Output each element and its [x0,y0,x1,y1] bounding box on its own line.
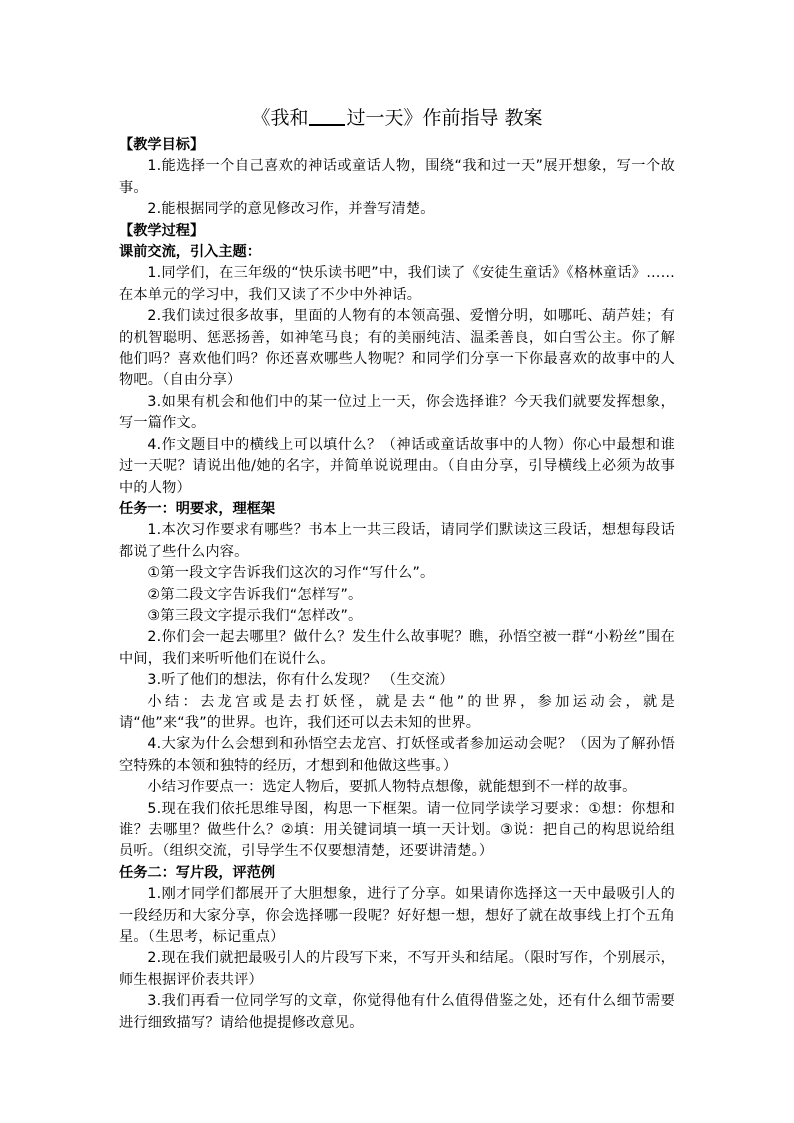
document-page [119,104,675,1034]
task1-summary: 小结：去龙宫或是去打妖怪，就是去“他”的世界，参加运动会，就是请“他”来“我”的世界。也许，我们还可以去未知的世界。 [119,693,675,731]
title-suffix: 过一天》作前指导 教案 [346,107,543,129]
intro-item-2: 2.我们读过很多故事，里面的人物有的本领高强、爱憎分明，如哪吒、葫芦娃；有的机智聪明、惩恶扬善，如神笔马良；有的美丽纯洁、温柔善良，如白雪公主。你了解他们吗？喜欢他们吗？你还喜欢哪些人物呢？和同学们分享一下你最喜欢的故事中的人物吧。（自由分享） [119,308,675,389]
task1-item-1a: ①第一段文字告诉我们这次的习作“写什么”。 [147,565,435,582]
task2-item-3: 3.我们再看一位同学写的文章，你觉得他有什么值得借鉴之处，还有什么细节需要进行细致描写？请给他提提修改意见。 [119,993,675,1031]
goals-heading: 【教学目标】 [119,137,205,153]
goal-item-2: 2.能根据同学的意见修改习作，并誊写清楚。 [147,201,435,218]
title-blank-line [309,106,345,126]
task1-item-1b: ②第二段文字告诉我们“怎样写”。 [147,586,363,603]
intro-item-4: 4.作文题目中的横线上可以填什么？（神话或童话故事中的人物）你心中最想和谁过一天呢？请说出他/她的名字，并简单说说理由。（自由分享，引导横线上必须为故事中的人物） [119,436,675,496]
document-title [119,104,675,132]
task1-item-2: 2.你们会一起去哪里？做什么？发生什么故事呢？瞧，孙悟空被一群“小粉丝”围在中间，我们来听听他们在说什么。 [119,629,675,667]
title-prefix: 《我和 [251,107,309,129]
task1-item-5: 5.现在我们依托思维导图，构思一下框架。请一位同学读学习要求：①想：你想和谁？去哪里？做些什么？②填：用关键词填一填一天计划。③说：把自己的构思说给组员听。（组织交流，引导学生不仅要想清楚，还要讲清楚。） [119,800,675,860]
process-heading: 【教学过程】 [119,222,205,239]
task2-item-2: 2.现在我们就把最吸引人的片段写下来，不写开头和结尾。（限时写作，个别展示，师生根据评价表共评） [119,950,675,988]
task2-item-1: 1.刚才同学们都展开了大胆想象，进行了分享。如果请你选择这一天中最吸引人的一段经历和大家分享，你会选择哪一段呢？好好想一想，想好了就在故事线上打个五角星。（生思考，标记重点） [119,886,675,946]
task2-heading: 任务二：写片段，评范例 [119,864,276,881]
intro-item-1: 1.同学们，在三年级的“快乐读书吧”中，我们读了《安徒生童话》《格林童话》……在本单元的学习中，我们又读了不少中外神话。 [119,265,675,303]
intro-item-3: 3.如果有机会和他们中的某一位过上一天，你会选择谁？今天我们就要发挥想象，写一篇作文。 [119,393,675,432]
goal-item-1: 1.能选择一个自己喜欢的神话或童话人物，围绕“我和过一天”展开想象，写一个故事。 [119,158,675,196]
task1-item-4: 4.大家为什么会想到和孙悟空去龙宫、打妖怪或者参加运动会呢？（因为了解孙悟空特殊的本领和独特的经历，才想到和他做这些事。） [119,736,675,774]
task1-item-3: 3.听了他们的想法，你有什么发现？ （生交流） [147,672,454,689]
task1-heading: 任务一：明要求，理框架 [119,500,276,517]
intro-heading: 课前交流，引入主题： [119,244,261,261]
task1-item-1c: ③第三段文字提示我们“怎样改”。 [147,607,363,624]
task1-item-1: 1.本次习作要求有哪些？书本上一共三段话，请同学们默读这三段话，想想每段话都说了些什么内容。 [119,522,675,560]
task1-summary-2: 小结习作要点一：选定人物后，要抓人物特点想像，就能想到不一样的故事。 [147,779,637,796]
